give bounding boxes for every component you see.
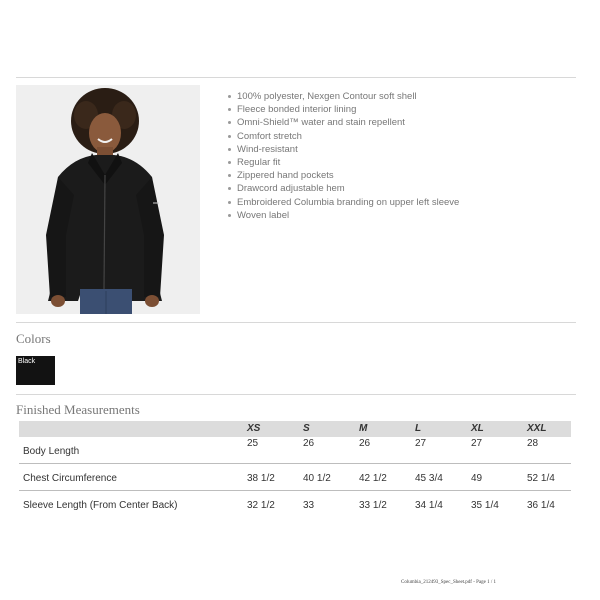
table-cell: 52 1/4 xyxy=(527,473,555,484)
colors-divider xyxy=(16,322,576,323)
table-cell: 36 1/4 xyxy=(527,500,555,511)
row-label-chest-circumference: Chest Circumference xyxy=(23,473,117,484)
size-header-s: S xyxy=(303,423,310,434)
row-label-sleeve-length: Sleeve Length (From Center Back) xyxy=(23,500,178,511)
size-header-l: L xyxy=(415,423,422,434)
feature-item: Wind-resistant xyxy=(228,143,459,156)
table-cell: 33 xyxy=(303,500,315,511)
table-cell: 40 1/2 xyxy=(303,473,331,484)
colors-title: Colors xyxy=(16,331,51,346)
table-cell: 38 1/2 xyxy=(247,473,275,484)
table-cell: 34 1/4 xyxy=(415,500,443,511)
table-cell: 35 1/4 xyxy=(471,500,499,511)
feature-item: 100% polyester, Nexgen Contour soft shell xyxy=(228,90,459,103)
product-photo xyxy=(16,85,200,314)
size-header-xl: XL xyxy=(471,423,484,434)
color-swatch-label: Black xyxy=(18,358,36,365)
row-divider xyxy=(19,463,571,464)
table-cell: 45 3/4 xyxy=(415,473,443,484)
table-cell: 49 xyxy=(471,473,483,484)
table-cell: 26 xyxy=(303,438,315,449)
feature-list xyxy=(228,90,459,222)
table-cell: 28 xyxy=(527,438,539,449)
size-header-xxl: XXL xyxy=(527,423,547,434)
measurements-title: Finished Measurements xyxy=(16,402,140,417)
size-header-xs: XS xyxy=(247,423,261,434)
top-divider xyxy=(16,77,576,78)
table-cell: 25 xyxy=(247,438,259,449)
feature-item: Woven label xyxy=(228,209,459,222)
size-header-row xyxy=(19,421,571,437)
table-cell: 33 1/2 xyxy=(359,500,387,511)
feature-item: Zippered hand pockets xyxy=(228,169,459,182)
feature-item: Embroidered Columbia branding on upper left sleeve xyxy=(228,196,459,209)
row-divider xyxy=(19,490,571,491)
table-cell: 27 xyxy=(415,438,427,449)
table-cell: 42 1/2 xyxy=(359,473,387,484)
feature-item: Drawcord adjustable hem xyxy=(228,182,459,195)
feature-item: Fleece bonded interior lining xyxy=(228,103,459,116)
row-label-body-length: Body Length xyxy=(23,446,80,457)
table-cell: 32 1/2 xyxy=(247,500,275,511)
size-header-m: M xyxy=(359,423,368,434)
table-cell: 27 xyxy=(471,438,483,449)
measurements-divider xyxy=(16,394,576,395)
table-cell: 26 xyxy=(359,438,371,449)
color-swatch-black xyxy=(16,356,55,385)
page-footer: Columbia_212493_Spec_Sheet.pdf - Page 1 / 1 xyxy=(401,580,496,585)
feature-item: Regular fit xyxy=(228,156,459,169)
feature-item: Omni-Shield™ water and stain repellent xyxy=(228,116,459,129)
feature-item: Comfort stretch xyxy=(228,130,459,143)
